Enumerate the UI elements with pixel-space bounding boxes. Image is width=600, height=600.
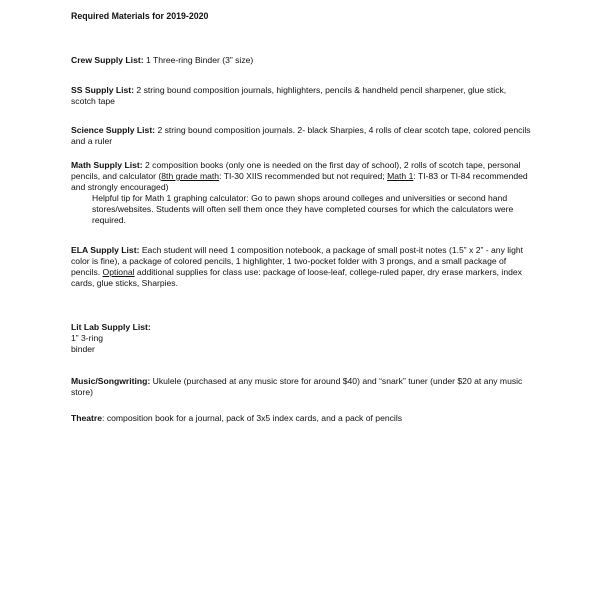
ela-label: ELA Supply List: xyxy=(71,245,140,255)
music-text: Ukulele (purchased at any music store for around $40) and “snark” tuner (under $20 at any music store) xyxy=(71,376,523,397)
crew-text: 1 Three-ring Binder (3” size) xyxy=(143,55,254,65)
ela-paragraph xyxy=(71,245,533,289)
music-label: Music/Songwriting: xyxy=(71,376,151,386)
theatre-label: Theatre xyxy=(71,413,103,423)
crew-section xyxy=(71,55,533,66)
litlab-item: binder xyxy=(71,344,95,354)
ss-label: SS Supply List: xyxy=(71,85,135,95)
theatre-section xyxy=(71,413,533,424)
ela-text-a: Each student will need 1 composition notebook, a package of small post-it notes (1.5” x 2” - any light color is fine), a package of colored pencils, 1 highlighter, 1 two-pocket folder with 3 prongs, and a small package of pencils. xyxy=(71,245,524,277)
math-text-a: 2 composition books (only one is needed on the first day of school), 2 rolls of scotch tape, personal pencils, and calculator ( xyxy=(71,160,521,181)
music-paragraph xyxy=(71,376,533,398)
crew-paragraph xyxy=(71,55,533,66)
ela-text-b: additional supplies for class use: package of loose-leaf, college-ruled paper, dry erase markers, index cards, glue sticks, Sharpies. xyxy=(71,267,522,288)
math-tip: Helpful tip for Math 1 graphing calculator: Go to pawn shops around colleges and universities or second hand stores/websites. Students will often sell them once they have completed courses for which the calculators were required. xyxy=(92,193,514,225)
science-section xyxy=(71,125,533,147)
litlab-label: Lit Lab Supply List: xyxy=(71,322,151,332)
ss-text: 2 string bound composition journals, highlighters, pencils & handheld pencil sharpener, glue stick, scotch tape xyxy=(71,85,507,106)
theatre-text: : composition book for a journal, pack of 3x5 index cards, and a pack of pencils xyxy=(102,413,403,423)
math-text-b: : TI-30 XIIS recommended but not required; xyxy=(219,171,388,181)
math-section xyxy=(71,160,533,226)
music-section xyxy=(71,376,533,398)
science-text: 2 string bound composition journals. 2- black Sharpies, 4 rolls of clear scotch tape, colored pencils and a ruler xyxy=(71,125,531,146)
math-label: Math Supply List: xyxy=(71,160,143,170)
math-1-link: Math 1 xyxy=(387,171,414,181)
ela-optional: Optional xyxy=(102,267,135,277)
math-8th-grade-link: 8th grade math xyxy=(161,171,220,181)
math-paragraph xyxy=(71,160,533,193)
ss-section xyxy=(71,85,533,107)
litlab-section xyxy=(71,322,533,355)
page-title: Required Materials for 2019-2020 xyxy=(71,11,209,21)
science-label: Science Supply List: xyxy=(71,125,156,135)
theatre-paragraph xyxy=(71,413,533,424)
ela-section xyxy=(71,245,533,289)
science-paragraph xyxy=(71,125,533,147)
litlab-item: 1” 3-ring xyxy=(71,333,103,343)
crew-label: Crew Supply List: xyxy=(71,55,144,65)
math-text-c: : TI-83 or TI-84 recommended and strongly encouraged) xyxy=(71,171,528,192)
ss-paragraph xyxy=(71,85,533,107)
